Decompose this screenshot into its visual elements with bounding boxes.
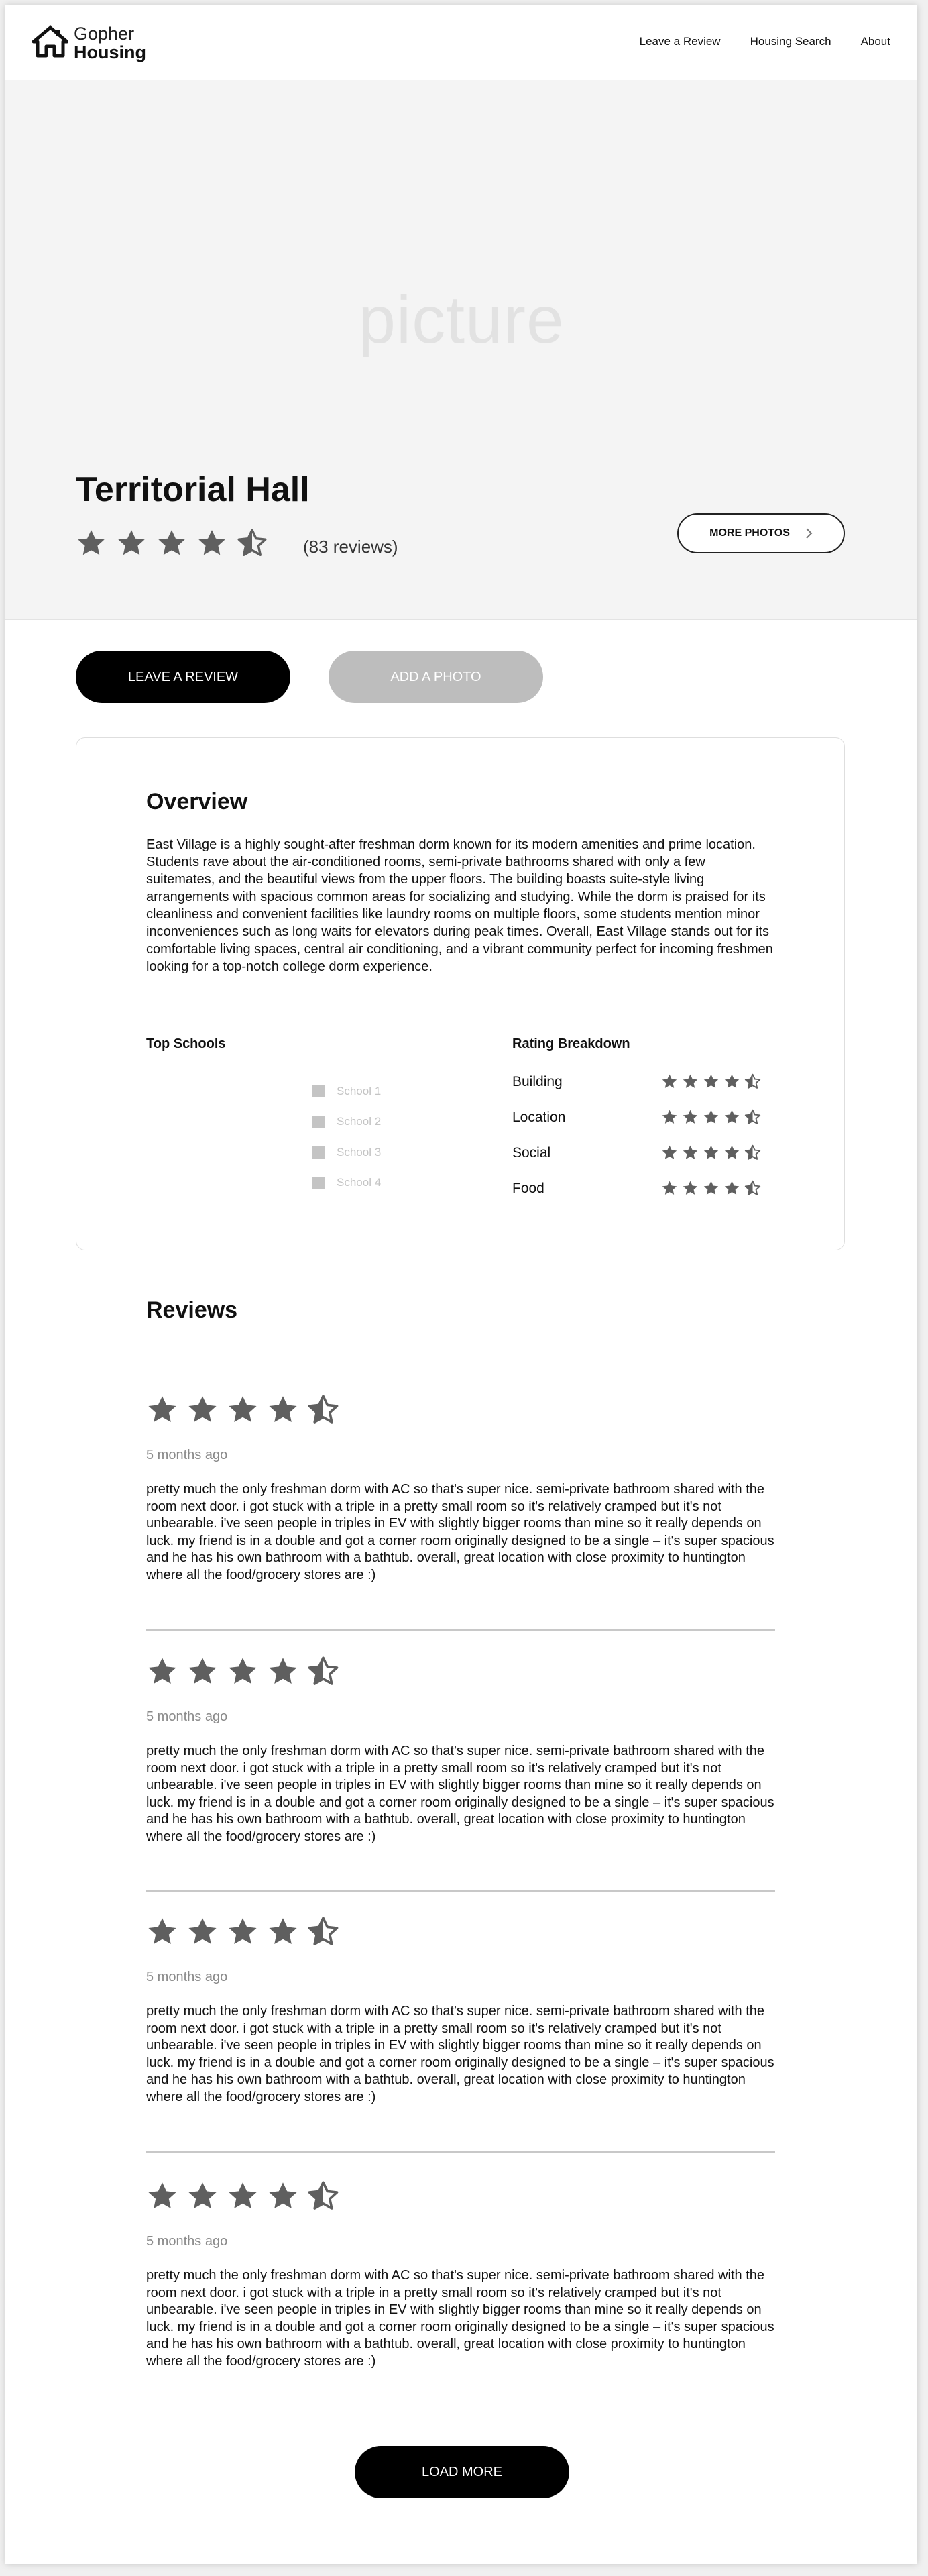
- school-placeholder-icon: [312, 1116, 325, 1128]
- overview-title: Overview: [146, 789, 248, 814]
- chevron-right-icon: [805, 527, 813, 539]
- star-full-icon: [156, 528, 187, 559]
- star-full-icon: [703, 1109, 719, 1126]
- review-star-rating: [146, 1656, 339, 1688]
- review-item: [146, 2180, 775, 2395]
- star-full-icon: [682, 1144, 699, 1161]
- rating-label: Social: [512, 1145, 551, 1161]
- school-label: School 2: [337, 1115, 382, 1128]
- rating-stars: [661, 1109, 761, 1126]
- reviews-title: Reviews: [146, 1297, 238, 1323]
- school-placeholder-icon: [312, 1177, 325, 1189]
- star-full-icon: [186, 2180, 219, 2212]
- rating-breakdown-title: Rating Breakdown: [512, 1036, 630, 1051]
- rating-row-social: [512, 1143, 774, 1163]
- star-full-icon: [227, 2180, 259, 2212]
- top-nav-bar: [5, 5, 917, 81]
- star-full-icon: [661, 1144, 678, 1161]
- star-full-icon: [146, 1394, 178, 1426]
- overview-card: [76, 737, 845, 1250]
- star-full-icon: [267, 2180, 299, 2212]
- review-text: pretty much the only freshman dorm with AC so that's super nice. semi-private bathroom shared with the room next door. i got stuck with a triple in a pretty small room so it's relatively cramped but it's not unbearable. i've seen people in triples in EV with slightly bigger rooms than mine so it really depends on luck. my friend is in a double and got a corner room originally designed to be a single – it's super spacious and he has his own bathroom with a bathtub. overall, great location with close proximity to huntington where all the food/grocery stores are :): [146, 2004, 774, 2104]
- star-full-icon: [186, 1916, 219, 1948]
- review-item: [146, 1656, 775, 1870]
- rating-row-food: [512, 1179, 774, 1199]
- school-item[interactable]: [312, 1115, 381, 1128]
- school-placeholder-icon: [312, 1146, 325, 1159]
- house-icon: [32, 25, 68, 58]
- add-photo-button[interactable]: [329, 651, 543, 703]
- school-label: School 3: [337, 1146, 382, 1159]
- nav-housing-search[interactable]: Housing Search: [750, 35, 831, 48]
- review-divider: [146, 1890, 775, 1892]
- logo-gopher-text: Gopher: [74, 23, 135, 44]
- review-item: [146, 1916, 775, 2131]
- school-item[interactable]: [312, 1176, 381, 1189]
- hero-star-rating: [76, 528, 268, 559]
- star-half-icon: [307, 2180, 339, 2212]
- star-full-icon: [661, 1180, 678, 1197]
- star-full-icon: [146, 1916, 178, 1948]
- star-full-icon: [682, 1180, 699, 1197]
- star-full-icon: [723, 1180, 740, 1197]
- nav-links: [640, 35, 890, 48]
- hero-picture-placeholder: picture: [358, 282, 565, 358]
- star-half-icon: [744, 1109, 761, 1126]
- star-half-icon: [237, 528, 268, 559]
- star-half-icon: [307, 1656, 339, 1688]
- school-item[interactable]: [312, 1146, 381, 1159]
- review-text: pretty much the only freshman dorm with AC so that's super nice. semi-private bathroom shared with the room next door. i got stuck with a triple in a pretty small room so it's relatively cramped but it's not unbearable. i've seen people in triples in EV with slightly bigger rooms than mine so it really depends on luck. my friend is in a double and got a corner room originally designed to be a single – it's super spacious and he has his own bathroom with a bathtub. overall, great location with close proximity to huntington where all the food/grocery stores are :): [146, 2268, 774, 2369]
- school-label: School 4: [337, 1176, 382, 1189]
- rating-row-building: [512, 1072, 774, 1092]
- star-full-icon: [661, 1109, 678, 1126]
- review-date: 5 months ago: [146, 2234, 228, 2249]
- rating-label: Building: [512, 1074, 563, 1089]
- review-text: pretty much the only freshman dorm with AC so that's super nice. semi-private bathroom shared with the room next door. i got stuck with a triple in a pretty small room so it's relatively cramped but it's not unbearable. i've seen people in triples in EV with slightly bigger rooms than mine so it really depends on luck. my friend is in a double and got a corner room originally designed to be a single – it's super spacious and he has his own bathroom with a bathtub. overall, great location with close proximity to huntington where all the food/grocery stores are :): [146, 1482, 774, 1582]
- star-full-icon: [227, 1656, 259, 1688]
- star-full-icon: [267, 1656, 299, 1688]
- rating-stars: [661, 1144, 761, 1161]
- more-photos-button[interactable]: [677, 513, 845, 553]
- star-full-icon: [267, 1916, 299, 1948]
- star-full-icon: [146, 2180, 178, 2212]
- star-half-icon: [307, 1394, 339, 1426]
- star-full-icon: [116, 528, 147, 559]
- star-full-icon: [723, 1144, 740, 1161]
- star-full-icon: [227, 1916, 259, 1948]
- star-full-icon: [703, 1144, 719, 1161]
- review-divider: [146, 1629, 775, 1631]
- star-full-icon: [267, 1394, 299, 1426]
- star-full-icon: [682, 1109, 699, 1126]
- star-full-icon: [661, 1073, 678, 1090]
- page-title: Territorial Hall: [76, 470, 310, 509]
- star-half-icon: [744, 1180, 761, 1197]
- star-full-icon: [703, 1073, 719, 1090]
- review-star-rating: [146, 1916, 339, 1948]
- rating-stars: [661, 1180, 761, 1197]
- star-full-icon: [76, 528, 107, 559]
- rating-label: Food: [512, 1181, 544, 1196]
- rating-row-location: [512, 1108, 774, 1128]
- more-photos-label: MORE PHOTOS: [709, 527, 790, 539]
- star-half-icon: [744, 1073, 761, 1090]
- star-full-icon: [186, 1394, 219, 1426]
- add-photo-label: ADD A PHOTO: [390, 669, 481, 684]
- review-text: pretty much the only freshman dorm with AC so that's super nice. semi-private bathroom shared with the room next door. i got stuck with a triple in a pretty small room so it's relatively cramped but it's not unbearable. i've seen people in triples in EV with slightly bigger rooms than mine so it really depends on luck. my friend is in a double and got a corner room originally designed to be a single – it's super spacious and he has his own bathroom with a bathtub. overall, great location with close proximity to huntington where all the food/grocery stores are :): [146, 1743, 774, 1844]
- review-divider: [146, 2151, 775, 2153]
- logo-housing-text: Housing: [74, 42, 146, 62]
- hero-photo-area: [5, 80, 917, 620]
- school-label: School 1: [337, 1085, 382, 1097]
- load-more-button[interactable]: [355, 2446, 569, 2498]
- school-placeholder-icon: [312, 1085, 325, 1097]
- star-half-icon: [744, 1144, 761, 1161]
- rating-stars: [661, 1073, 761, 1090]
- star-full-icon: [682, 1073, 699, 1090]
- gopher-housing-logo[interactable]: [32, 23, 160, 64]
- star-half-icon: [307, 1916, 339, 1948]
- rating-label: Location: [512, 1110, 566, 1125]
- nav-about[interactable]: About: [860, 35, 890, 48]
- review-date: 5 months ago: [146, 1709, 228, 1724]
- star-full-icon: [227, 1394, 259, 1426]
- leave-review-button[interactable]: [76, 651, 290, 703]
- star-full-icon: [703, 1180, 719, 1197]
- star-full-icon: [186, 1656, 219, 1688]
- star-full-icon: [723, 1073, 740, 1090]
- star-full-icon: [723, 1109, 740, 1126]
- overview-text: East Village is a highly sought-after freshman dorm known for its modern amenities and prime location. Students rave about the air-conditioned rooms, semi-private bathrooms shared with only a few suitemates, and the beautiful views from the upper floors. The building boasts suite-style living arrangements with spacious common areas for socializing and studying. While the dorm is praised for its cleanliness and convenient facilities like laundry rooms on multiple floors, some students mention minor inconveniences such as long waits for elevators during peak times. Overall, East Village stands out for its comfortable living spaces, central air conditioning, and a vibrant community perfect for incoming freshmen looking for a top-notch college dorm experience.: [146, 837, 773, 974]
- top-schools-title: Top Schools: [146, 1036, 226, 1051]
- review-date: 5 months ago: [146, 1970, 228, 1984]
- review-count[interactable]: (83 reviews): [303, 537, 398, 557]
- star-full-icon: [146, 1656, 178, 1688]
- review-date: 5 months ago: [146, 1448, 228, 1462]
- load-more-label: LOAD MORE: [421, 2464, 503, 2479]
- star-full-icon: [196, 528, 227, 559]
- review-item: [146, 1394, 775, 1609]
- page: [5, 5, 917, 2564]
- leave-review-label: LEAVE A REVIEW: [127, 669, 239, 684]
- school-item[interactable]: [312, 1085, 381, 1098]
- review-star-rating: [146, 2180, 339, 2212]
- nav-leave-review[interactable]: Leave a Review: [639, 35, 721, 48]
- review-star-rating: [146, 1394, 339, 1426]
